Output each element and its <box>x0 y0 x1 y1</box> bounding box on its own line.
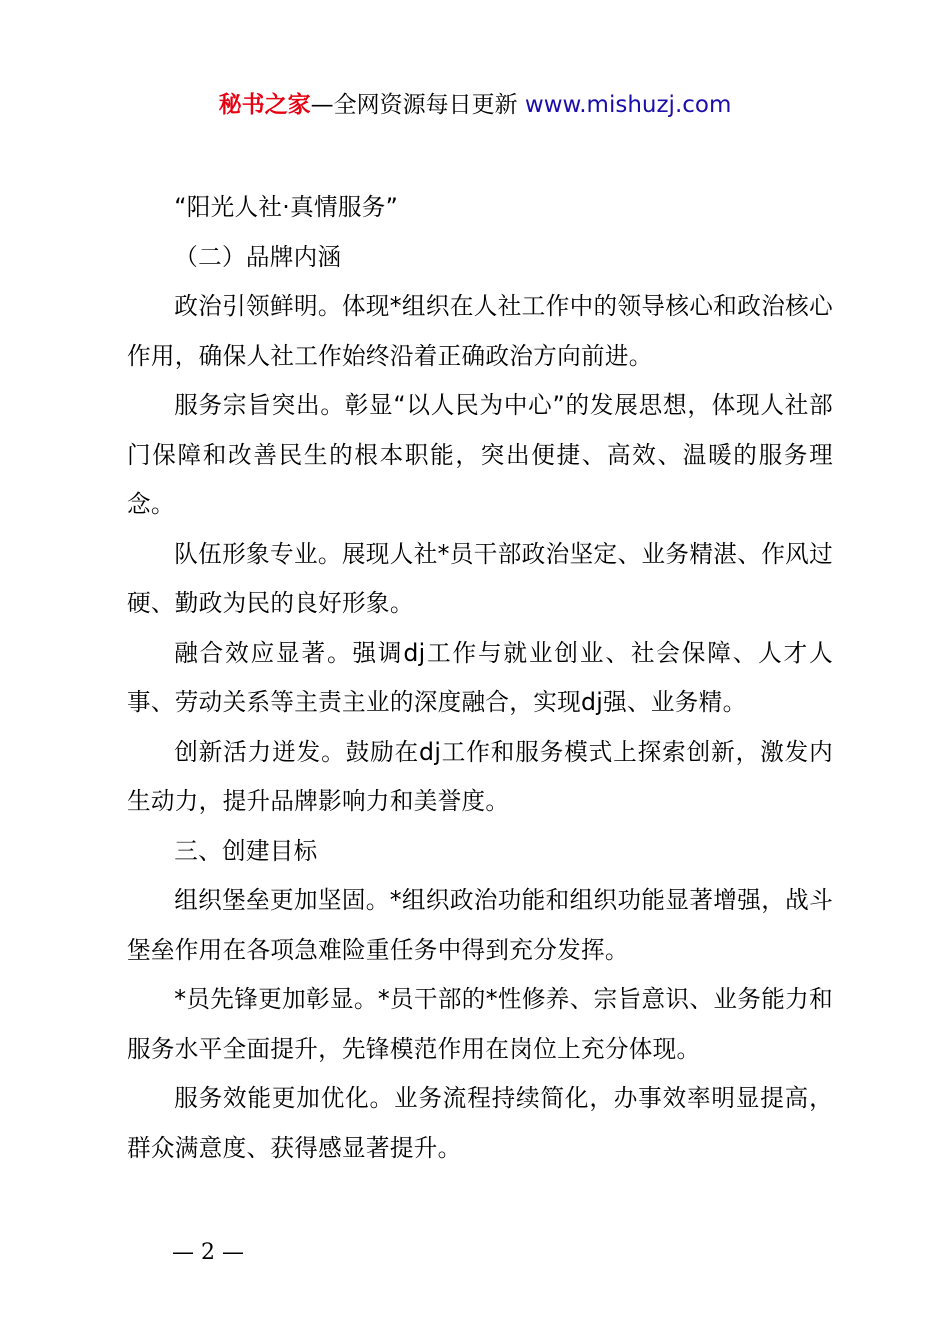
paragraph-service-efficiency: 服务效能更加优化。业务流程持续简化，办事效率明显提高，群众满意度、获得感显著提升。 <box>127 1084 833 1162</box>
section-heading-brand-connotation: （二）品牌内涵 <box>174 242 342 271</box>
site-tagline: —全网资源每日更新 <box>310 92 518 118</box>
site-brand: 秘书之家 <box>218 92 311 118</box>
paragraph-innovation-vitality: 创新活力迸发。鼓励在dj工作和服务模式上探索创新，激发内生动力，提升品牌影响力和美誉度。 <box>127 737 833 815</box>
paragraph-service-purpose: 服务宗旨突出。彰显“以人民为中心”的发展思想，体现人社部门保障和改善民生的根本职能，突出便捷、高效、温暖的服务理念。 <box>127 391 833 518</box>
document-body <box>127 183 833 1173</box>
paragraph-political-leadership: 政治引领鲜明。体现*组织在人社工作中的领导核心和政治核心作用，确保人社工作始终沿着正确政治方向前进。 <box>127 292 833 370</box>
paragraph-team-image: 队伍形象专业。展现人社*员干部政治坚定、业务精湛、作风过硬、勤政为民的良好形象。 <box>127 539 833 617</box>
site-header <box>0 88 950 122</box>
site-url-link[interactable]: www.mishuzj.com <box>524 92 732 118</box>
slogan-line: “阳光人社·真情服务” <box>174 193 399 221</box>
paragraph-integration-effect: 融合效应显著。强调dj工作与就业创业、社会保障、人才人事、劳动关系等主责主业的深度融合，实现dj强、业务精。 <box>127 638 833 716</box>
page-number: — 2 — <box>172 1240 244 1265</box>
section-heading-goals: 三、创建目标 <box>174 836 318 865</box>
paragraph-member-vanguard: *员先锋更加彰显。*员干部的*性修养、宗旨意识、业务能力和服务水平全面提升，先锋模范作用在岗位上充分体现。 <box>127 985 833 1063</box>
paragraph-organization-fortress: 组织堡垒更加坚固。*组织政治功能和组织功能显著增强，战斗堡垒作用在各项急难险重任务中得到充分发挥。 <box>127 886 833 964</box>
